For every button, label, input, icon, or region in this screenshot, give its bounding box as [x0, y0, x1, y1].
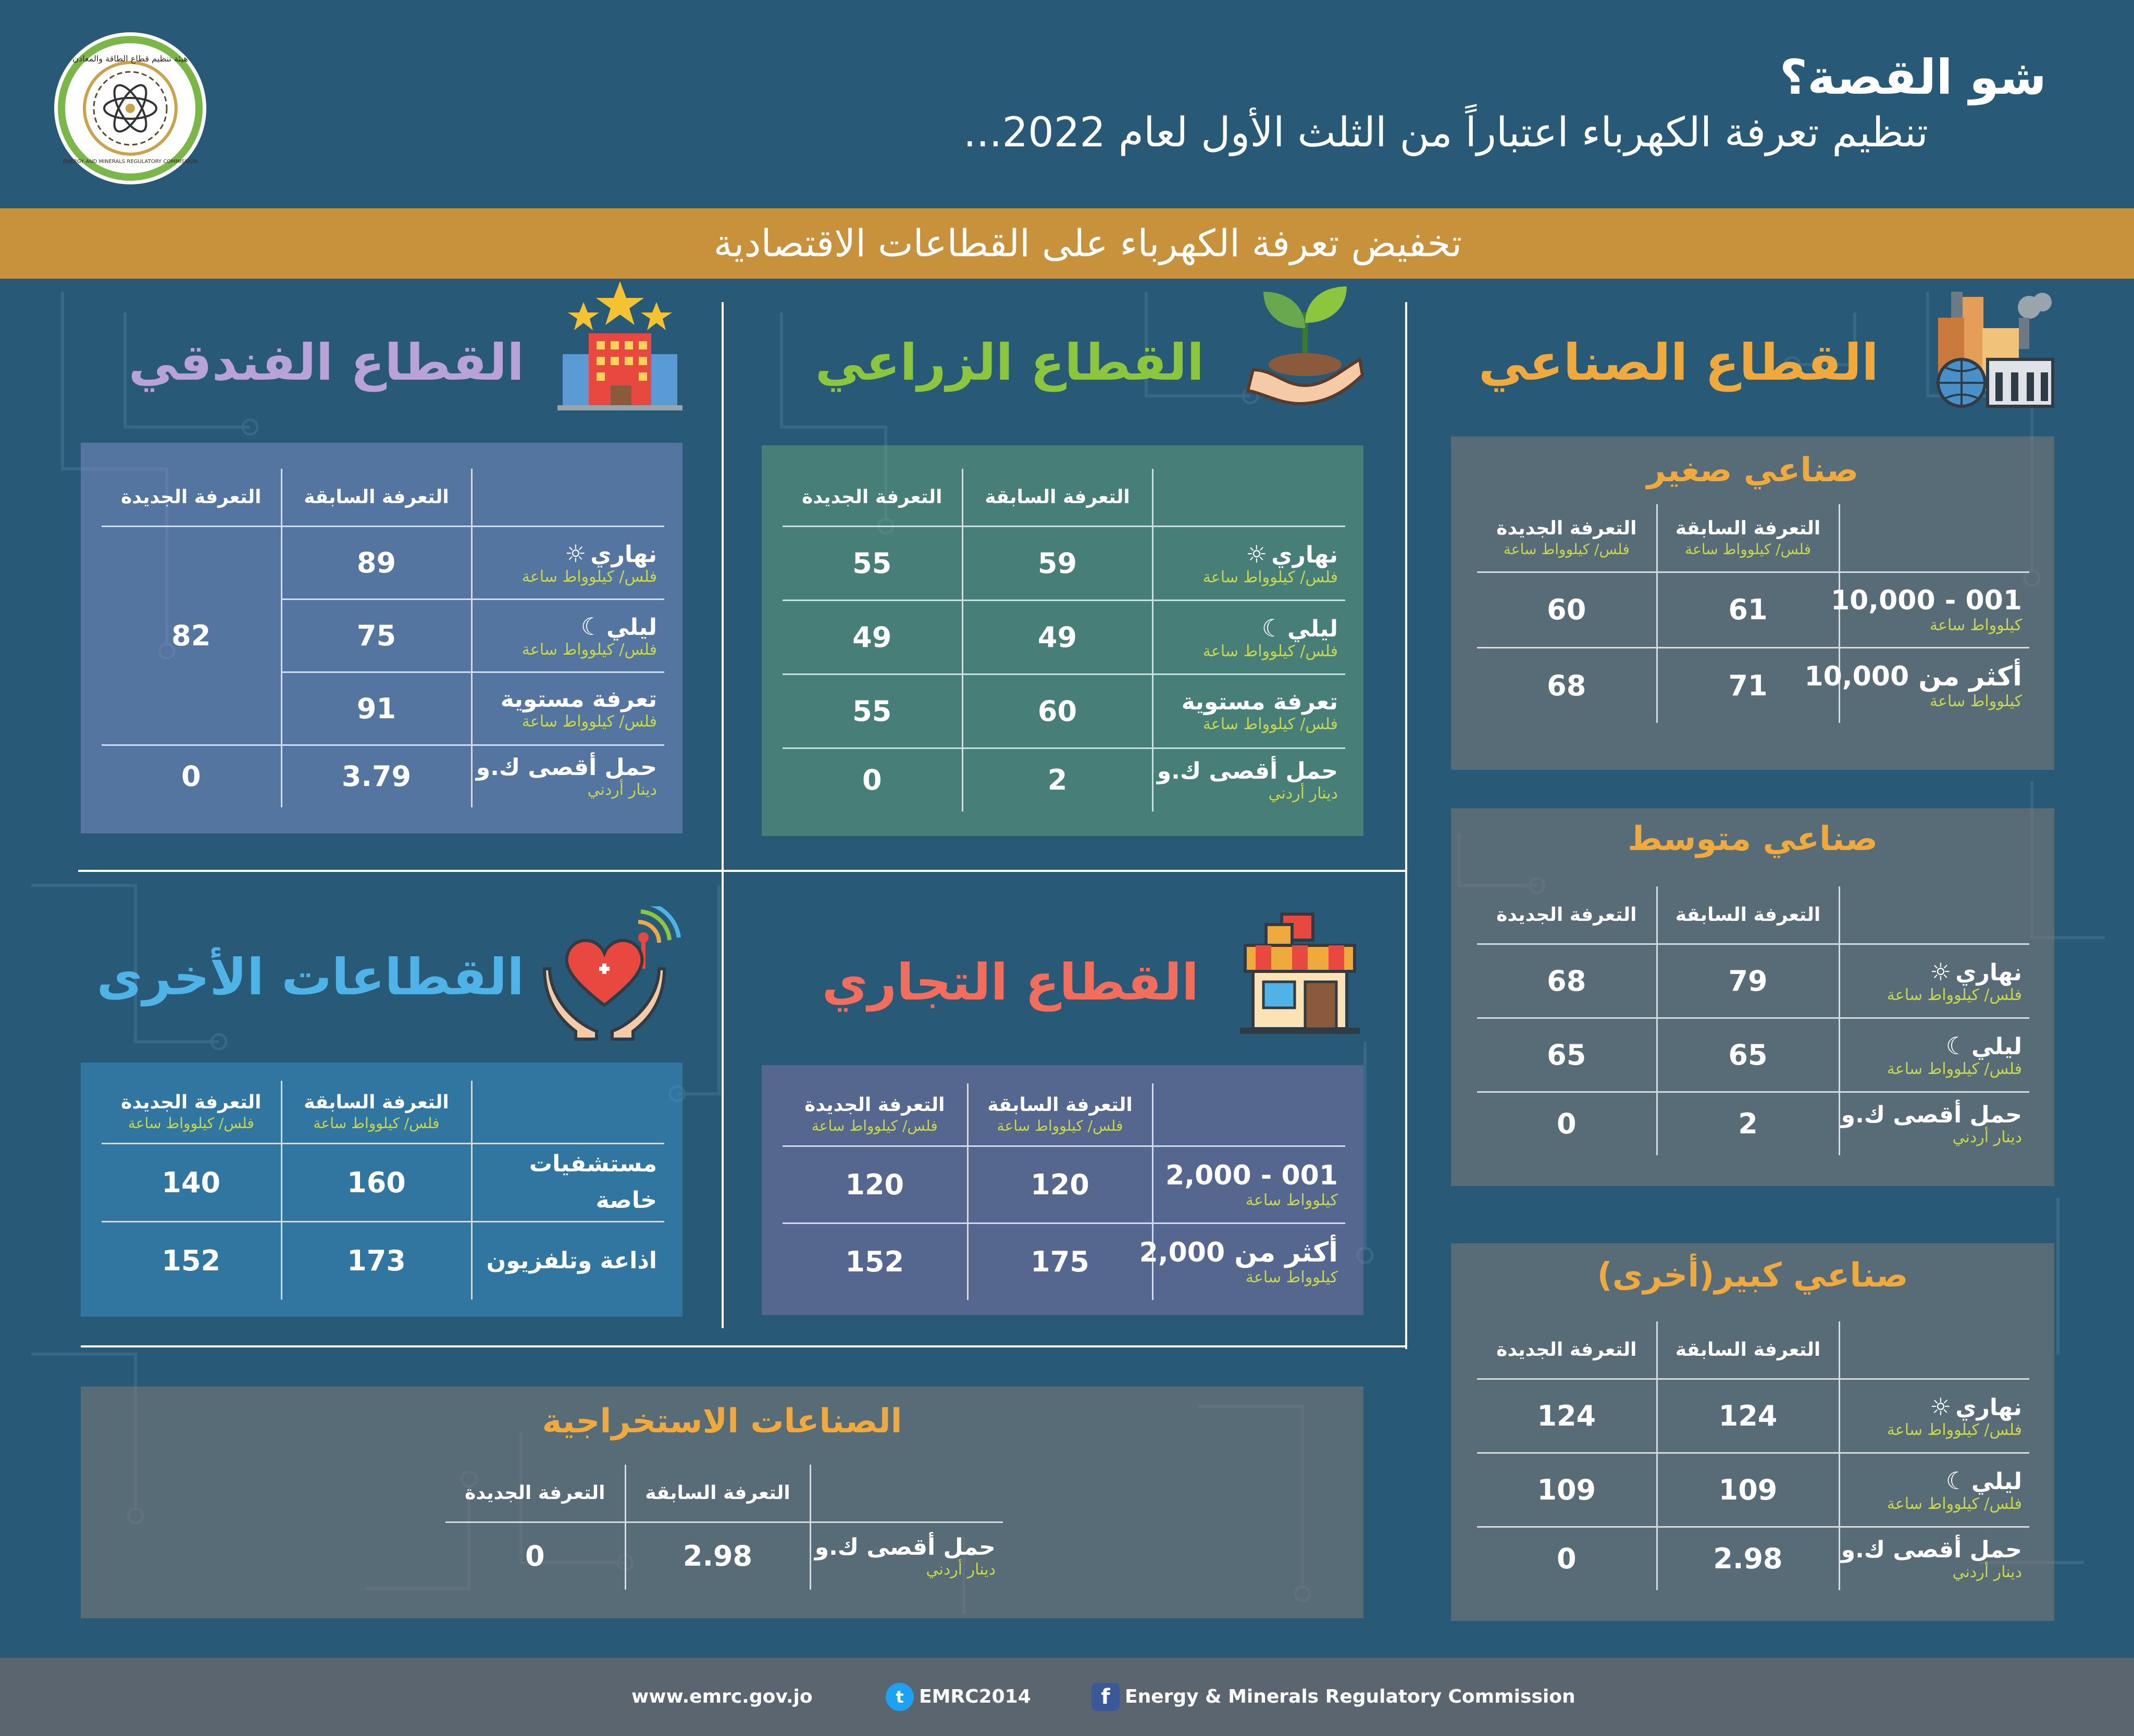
sun-icon: ☼ — [1930, 957, 1952, 986]
col-previous: التعرفة السابقة — [1657, 886, 1839, 944]
medium-night-new: 65 — [1477, 1018, 1657, 1092]
hotel-energy-new: 82 — [102, 526, 281, 745]
col-new: التعرفة الجديدة فلس/ كيلوواط ساعة — [804, 1094, 945, 1135]
extractive-load-prev: 2.98 — [625, 1522, 810, 1590]
moon-icon: ☾ — [1945, 1031, 1968, 1060]
industrial-small-panel — [1451, 436, 2054, 770]
industrial-medium-panel — [1451, 808, 2054, 1186]
large-load-new: 0 — [1477, 1527, 1657, 1590]
page-title: شو القصة؟ — [1779, 49, 2046, 105]
commercial-panel — [762, 1065, 1363, 1315]
other-panel — [81, 1063, 683, 1317]
commercial-r2-new: 152 — [783, 1223, 967, 1300]
commercial-r1-prev: 120 — [967, 1146, 1152, 1223]
industrial-medium-table — [1477, 886, 2029, 1155]
commercial-title: القطاع التجاري — [822, 953, 1199, 1011]
col-new: التعرفة الجديدة — [465, 1482, 605, 1504]
hotel-load-prev: 3.79 — [281, 745, 472, 807]
factory-icon — [1930, 281, 2055, 411]
row-load-label: حمل أقصى ك.و دينار أردني — [810, 1522, 1003, 1590]
divider-vertical-left — [722, 302, 724, 1328]
agri-flat-prev: 60 — [962, 674, 1152, 748]
footer — [0, 1658, 2134, 1736]
hotel-panel — [81, 443, 683, 833]
moon-icon: ☾ — [580, 612, 603, 641]
hotel-load-new: 0 — [102, 745, 281, 807]
agricultural-panel — [762, 445, 1363, 836]
hotel-title: القطاع الفندقي — [128, 333, 524, 392]
shop-icon — [1235, 909, 1365, 1039]
agri-flat-new: 55 — [783, 674, 962, 748]
divider-horizontal-bottom — [81, 1345, 1406, 1347]
medium-day-new: 68 — [1477, 944, 1657, 1018]
banner — [0, 208, 2134, 279]
hotel-icon — [552, 281, 688, 411]
small-r1-label: 001 - 10,000 كيلوواط ساعة — [1839, 572, 2029, 647]
agricultural-title: القطاع الزراعي — [815, 333, 1204, 392]
agricultural-table — [783, 469, 1345, 811]
col-new: التعرفة الجديدة فلس/ كيلوواط ساعة — [121, 1092, 262, 1132]
col-previous: التعرفة السابقة — [962, 469, 1152, 526]
industrial-large-table — [1477, 1321, 2029, 1590]
divider-vertical-right — [1405, 302, 1407, 1349]
small-r2-prev: 71 — [1657, 647, 1839, 723]
medium-day-prev: 79 — [1657, 944, 1839, 1018]
large-load-prev: 2.98 — [1657, 1527, 1839, 1590]
medium-load-new: 0 — [1477, 1092, 1657, 1155]
other-r2-prev: 173 — [281, 1221, 472, 1300]
extractive-title: الصناعات الاستخراجية — [542, 1402, 902, 1441]
commercial-table — [783, 1083, 1345, 1300]
industrial-small-title: صناعي صغير — [1646, 451, 1859, 490]
facebook-link[interactable] — [1091, 1658, 1575, 1736]
logo-text-en: ENERGY AND MINERALS REGULATORY COMMISSION — [63, 159, 198, 165]
sun-icon: ☼ — [1930, 1392, 1952, 1421]
agri-day-prev: 59 — [962, 526, 1152, 600]
industrial-title: القطاع الصناعي — [1478, 333, 1879, 392]
divider-horizontal-middle — [78, 870, 1406, 872]
twitter-handle: EMRC2014 — [919, 1686, 1031, 1707]
hotel-night-prev: 75 — [281, 599, 472, 672]
row-load-label: حمل أقصى ك.و دينار أردني — [1152, 748, 1345, 811]
logo-text-ar: هيئة تنظيم قطاع الطاقة والمعادن — [72, 54, 188, 64]
website-link[interactable]: www.emrc.gov.jo — [631, 1686, 813, 1707]
row-night-label: ليلي☾ فلس/ كيلوواط ساعة — [472, 599, 664, 672]
other-r1-prev: 160 — [281, 1143, 472, 1221]
commercial-r2-label: أكثر من 2,000 كيلوواط ساعة — [1152, 1223, 1345, 1300]
hotel-day-prev: 89 — [281, 526, 472, 599]
commercial-r1-label: 001 - 2,000 كيلوواط ساعة — [1152, 1146, 1345, 1223]
other-r1-new: 140 — [102, 1143, 281, 1221]
agri-night-prev: 49 — [962, 600, 1152, 674]
twitter-icon: t — [886, 1683, 914, 1711]
other-r2-label: اذاعة وتلفزيون — [472, 1221, 664, 1300]
commercial-r1-new: 120 — [783, 1146, 967, 1223]
moon-icon: ☾ — [1945, 1466, 1968, 1495]
facebook-name: Energy & Minerals Regulatory Commission — [1125, 1686, 1575, 1707]
facebook-icon: f — [1091, 1683, 1120, 1711]
col-new: التعرفة الجديدة — [121, 486, 262, 508]
row-flat-label: تعرفة مستوية فلس/ كيلوواط ساعة — [1152, 674, 1345, 748]
row-night-label: ليلي☾ فلس/ كيلوواط ساعة — [1839, 1453, 2029, 1527]
commercial-r2-prev: 175 — [967, 1223, 1152, 1300]
plant-in-hand-icon — [1243, 281, 1368, 411]
heart-care-icon — [539, 906, 685, 1042]
banner-text: تخفيض تعرفة الكهرباء على القطاعات الاقتصادية — [713, 221, 1462, 265]
small-r1-new: 60 — [1477, 572, 1657, 647]
small-r2-label: أكثر من 10,000 كيلوواط ساعة — [1839, 647, 2029, 723]
col-new: التعرفة الجديدة — [1496, 904, 1637, 926]
industrial-medium-title: صناعي متوسط — [1627, 820, 1878, 858]
agri-night-new: 49 — [783, 600, 962, 674]
large-day-prev: 124 — [1657, 1379, 1839, 1453]
row-night-label: ليلي☾ فلس/ كيلوواط ساعة — [1839, 1018, 2029, 1092]
small-r2-new: 68 — [1477, 647, 1657, 723]
industrial-large-panel — [1451, 1243, 2054, 1621]
other-r2-new: 152 — [102, 1221, 281, 1300]
page-subtitle: تنظيم تعرفة الكهرباء اعتباراً من الثلث الأول لعام 2022... — [963, 109, 1928, 156]
col-previous: التعرفة السابقة فلس/ كيلوواط ساعة — [281, 1081, 472, 1143]
sun-icon: ☼ — [565, 539, 587, 568]
large-night-prev: 109 — [1657, 1453, 1839, 1527]
small-r1-prev: 61 — [1657, 572, 1839, 647]
other-r1-label: مستشفيات خاصة — [472, 1143, 664, 1221]
emrc-logo — [52, 30, 208, 186]
agri-load-prev: 2 — [962, 748, 1152, 811]
row-day-label: نهاري☼ فلس/ كيلوواط ساعة — [1839, 944, 2029, 1018]
extractive-table — [445, 1465, 1003, 1590]
col-new: التعرفة الجديدة فلس/ كيلوواط ساعة — [1496, 518, 1637, 558]
extractive-load-new: 0 — [445, 1522, 625, 1590]
col-new: التعرفة الجديدة — [802, 486, 942, 508]
col-previous: التعرفة السابقة — [625, 1465, 810, 1522]
large-day-new: 124 — [1477, 1379, 1657, 1453]
row-load-label: حمل أقصى ك.و دينار أردني — [1839, 1092, 2029, 1155]
sun-icon: ☼ — [1246, 540, 1268, 568]
hotel-flat-prev: 91 — [281, 672, 472, 745]
row-day-label: نهاري☼ فلس/ كيلوواط ساعة — [1152, 526, 1345, 600]
row-load-label: حمل أقصى ك.و دينار أردني — [1839, 1527, 2029, 1590]
medium-load-prev: 2 — [1657, 1092, 1839, 1155]
industrial-large-title: صناعي كبير(أخرى) — [1597, 1256, 1908, 1295]
row-night-label: ليلي☾ فلس/ كيلوواط ساعة — [1152, 600, 1345, 674]
row-flat-label: تعرفة مستوية فلس/ كيلوواط ساعة — [472, 672, 664, 745]
other-title: القطاعات الأخرى — [96, 948, 524, 1006]
col-previous: التعرفة السابقة فلس/ كيلوواط ساعة — [1657, 504, 1839, 572]
col-new: التعرفة الجديدة — [1496, 1339, 1637, 1360]
hotel-table — [102, 469, 664, 807]
industrial-small-table — [1477, 504, 2029, 723]
other-table — [102, 1081, 664, 1300]
row-load-label: حمل أقصى ك.و دينار أردني — [472, 745, 664, 807]
extractive-panel — [81, 1387, 1363, 1618]
agri-day-new: 55 — [783, 526, 962, 600]
col-previous: التعرفة السابقة — [1657, 1321, 1839, 1379]
col-previous: التعرفة السابقة فلس/ كيلوواط ساعة — [967, 1083, 1152, 1146]
row-day-label: نهاري☼ فلس/ كيلوواط ساعة — [1839, 1379, 2029, 1453]
row-day-label: نهاري☼ فلس/ كيلوواط ساعة — [472, 526, 664, 599]
twitter-link[interactable] — [886, 1658, 1031, 1736]
agri-load-new: 0 — [783, 748, 962, 811]
large-night-new: 109 — [1477, 1453, 1657, 1527]
medium-night-prev: 65 — [1657, 1018, 1839, 1092]
col-previous: التعرفة السابقة — [281, 469, 472, 526]
moon-icon: ☾ — [1261, 614, 1284, 642]
